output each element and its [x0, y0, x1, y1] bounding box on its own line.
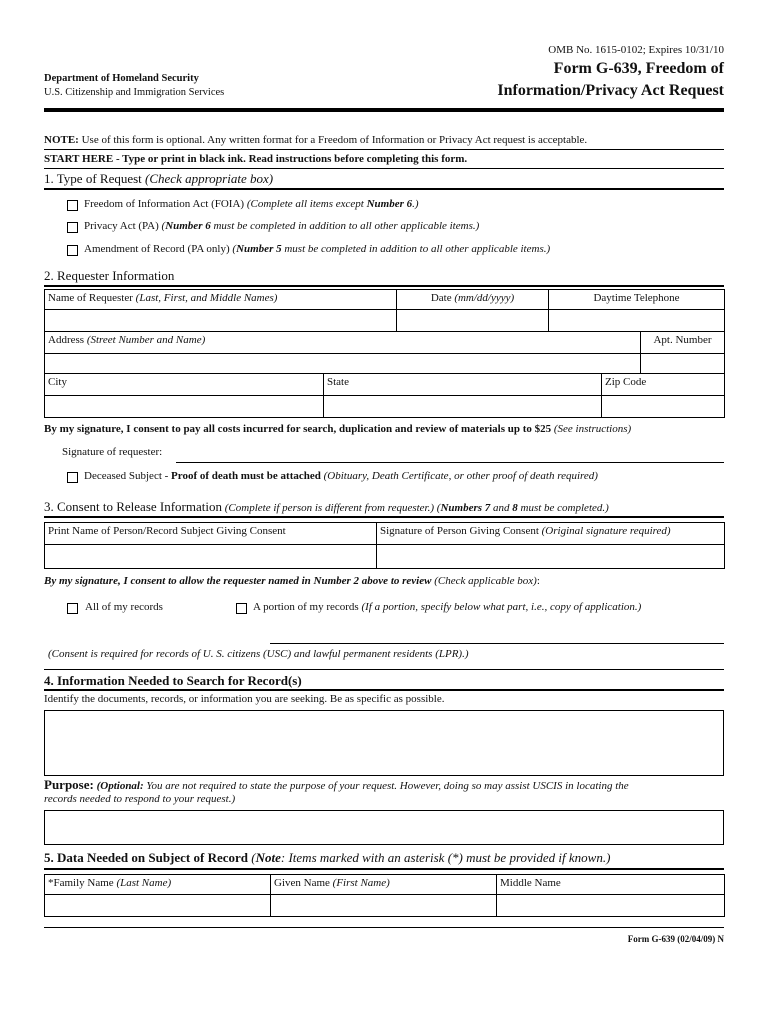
address-label: Address (Street Number and Name)	[45, 332, 641, 354]
portion-hint: (If a portion, specify below what part, i.e., copy of application.)	[361, 601, 642, 613]
section5-title-text: 5. Data Needed on Subject of Record	[44, 850, 249, 865]
family-name-field[interactable]	[45, 895, 271, 917]
middle-name-label: Middle Name	[497, 875, 725, 895]
portion-records-option	[253, 601, 641, 613]
deceased-subject-option	[84, 470, 598, 482]
address-field[interactable]	[45, 354, 641, 374]
city-field[interactable]	[45, 396, 324, 418]
consent-table	[44, 522, 725, 569]
identify-documents-text: Identify the documents, records, or information you are seeking. Be as specific as possible.	[44, 693, 445, 705]
name-of-requester-field[interactable]	[45, 310, 397, 332]
foia-checkbox[interactable]	[67, 200, 78, 211]
foia-option	[84, 198, 419, 210]
sub-agency-name: U.S. Citizenship and Immigration Services	[44, 87, 225, 98]
city-table	[44, 373, 725, 418]
section5-title	[44, 850, 610, 866]
subject-name-table	[44, 874, 725, 917]
privacy-act-note-b: Number 6	[165, 220, 211, 232]
omb-number: OMB No. 1615-0102; Expires 10/31/10	[548, 44, 724, 56]
state-label: State	[324, 374, 602, 396]
section5-hint-c: : Items marked with an asterisk (*) must be provided if known.)	[280, 850, 611, 865]
section2-rule	[44, 285, 724, 287]
print-name-consent-field[interactable]	[45, 545, 377, 569]
review-consent-text: By my signature, I consent to allow the requester named in Number 2 above to review	[44, 575, 432, 587]
state-field[interactable]	[324, 396, 602, 418]
review-consent	[44, 575, 540, 587]
section5-hint-b: Note	[255, 850, 281, 865]
note-label: NOTE:	[44, 134, 79, 146]
zip-code-label: Zip Code	[602, 374, 725, 396]
footer-rule	[44, 927, 724, 928]
note	[44, 134, 587, 146]
records-sought-field[interactable]	[44, 710, 724, 776]
cost-consent-hint: (See instructions)	[551, 423, 632, 435]
family-name-label: *Family Name (Last Name)	[45, 875, 271, 895]
daytime-telephone-field[interactable]	[549, 310, 725, 332]
start-here: START HERE - Type or print in black ink. Read instructions before completing this form.	[44, 153, 468, 165]
section3-hint-a: (Complete if person is different from requester.) (	[222, 502, 441, 514]
signature-consent-field[interactable]	[377, 545, 725, 569]
amendment-note-a: (	[232, 243, 237, 255]
review-consent-colon: :	[536, 575, 540, 587]
daytime-telephone-label: Daytime Telephone	[549, 290, 725, 310]
purpose-text	[44, 777, 629, 793]
all-records-label: All of my records	[85, 601, 163, 613]
privacy-act-note-a: (	[161, 220, 166, 232]
purpose-label: Purpose:	[44, 777, 94, 792]
amendment-note-c: must be completed in addition to all other applicable items.)	[281, 243, 551, 255]
section5-hint-a: (	[248, 850, 256, 865]
section3-title	[44, 499, 609, 515]
foia-label: Freedom of Information Act (FOIA)	[84, 198, 247, 210]
section3-hint-b: Numbers 7	[440, 502, 491, 514]
section1-hint: (Check appropriate box)	[141, 171, 274, 186]
date-label: Date (mm/dd/yyyy)	[397, 290, 549, 310]
portion-records-checkbox[interactable]	[236, 603, 247, 614]
address-table	[44, 331, 725, 374]
portion-specify-line[interactable]	[270, 643, 724, 644]
section3-title-text: 3. Consent to Release Information	[44, 499, 222, 514]
section2-title: 2. Requester Information	[44, 268, 175, 283]
amendment-note-b: Number 5	[236, 243, 282, 255]
cost-consent	[44, 423, 631, 435]
privacy-act-option	[84, 220, 479, 232]
section4-top-rule	[44, 669, 724, 670]
form-footer-id: Form G-639 (02/04/09) N	[627, 934, 724, 944]
form-title-line2: Information/Privacy Act Request	[497, 82, 724, 99]
amendment-option	[84, 243, 550, 255]
deceased-subject-checkbox[interactable]	[67, 472, 78, 483]
amendment-checkbox[interactable]	[67, 245, 78, 256]
city-label: City	[45, 374, 324, 396]
deceased-hint: (Obituary, Death Certificate, or other proof of death required)	[320, 470, 598, 482]
section4-rule	[44, 689, 724, 691]
note-rule	[44, 149, 724, 150]
purpose-text-1: You are not required to state the purpose of your request. However, doing so may assist USCIS in locating the	[143, 780, 629, 792]
purpose-text-2: records needed to respond to your request.)	[44, 793, 236, 805]
agency-name: Department of Homeland Security	[44, 73, 199, 84]
note-text: Use of this form is optional. Any written format for a Freedom of Information or Privacy Act request is acceptable.	[78, 134, 588, 146]
deceased-bold: Proof of death must be attached	[171, 470, 321, 482]
signature-of-requester-line[interactable]	[176, 462, 724, 463]
date-field[interactable]	[397, 310, 549, 332]
print-name-consent-label: Print Name of Person/Record Subject Giving Consent	[45, 523, 377, 545]
privacy-act-label: Privacy Act (PA)	[84, 220, 162, 232]
name-of-requester-label: Name of Requester (Last, First, and Middle Names)	[45, 290, 397, 310]
section3-hint-e: must be completed.)	[517, 502, 609, 514]
section3-hint-c: and	[490, 502, 513, 514]
all-records-checkbox[interactable]	[67, 603, 78, 614]
section1-title	[44, 171, 273, 187]
section3-hint-d: 8	[512, 502, 518, 514]
apt-number-field[interactable]	[641, 354, 725, 374]
cost-consent-text: By my signature, I consent to pay all costs incurred for search, duplication and review of materials up to $25	[44, 423, 552, 435]
privacy-act-checkbox[interactable]	[67, 222, 78, 233]
form-title-line1: Form G-639, Freedom of	[553, 60, 724, 77]
signature-of-requester-label: Signature of requester:	[62, 446, 163, 458]
middle-name-field[interactable]	[497, 895, 725, 917]
deceased-label: Deceased Subject -	[84, 470, 172, 482]
requester-table	[44, 289, 725, 332]
section5-rule	[44, 868, 724, 870]
given-name-field[interactable]	[271, 895, 497, 917]
section1-title-text: 1. Type of Request	[44, 171, 142, 186]
foia-note-a: (Complete all items except	[246, 198, 367, 210]
privacy-act-note-c: must be completed in addition to all other applicable items.)	[210, 220, 480, 232]
signature-consent-label: Signature of Person Giving Consent (Original signature required)	[377, 523, 725, 545]
purpose-field[interactable]	[44, 810, 724, 845]
section4-title: 4. Information Needed to Search for Record(s)	[44, 673, 302, 688]
section3-rule	[44, 516, 724, 518]
foia-note-c: .)	[412, 198, 419, 210]
purpose-optional: (Optional:	[93, 780, 144, 792]
amendment-label: Amendment of Record (PA only)	[84, 243, 233, 255]
section1-rule	[44, 188, 724, 190]
apt-number-label: Apt. Number	[641, 332, 725, 354]
portion-label: A portion of my records	[253, 601, 362, 613]
consent-required-note: (Consent is required for records of U. S. citizens (USC) and lawful permanent residents (LPR).)	[48, 648, 469, 660]
foia-note-b: Number 6	[366, 198, 413, 210]
zip-code-field[interactable]	[602, 396, 725, 418]
start-rule	[44, 168, 724, 169]
given-name-label: Given Name (First Name)	[271, 875, 497, 895]
review-consent-hint: (Check applicable box)	[431, 575, 537, 587]
header-rule	[44, 108, 724, 112]
